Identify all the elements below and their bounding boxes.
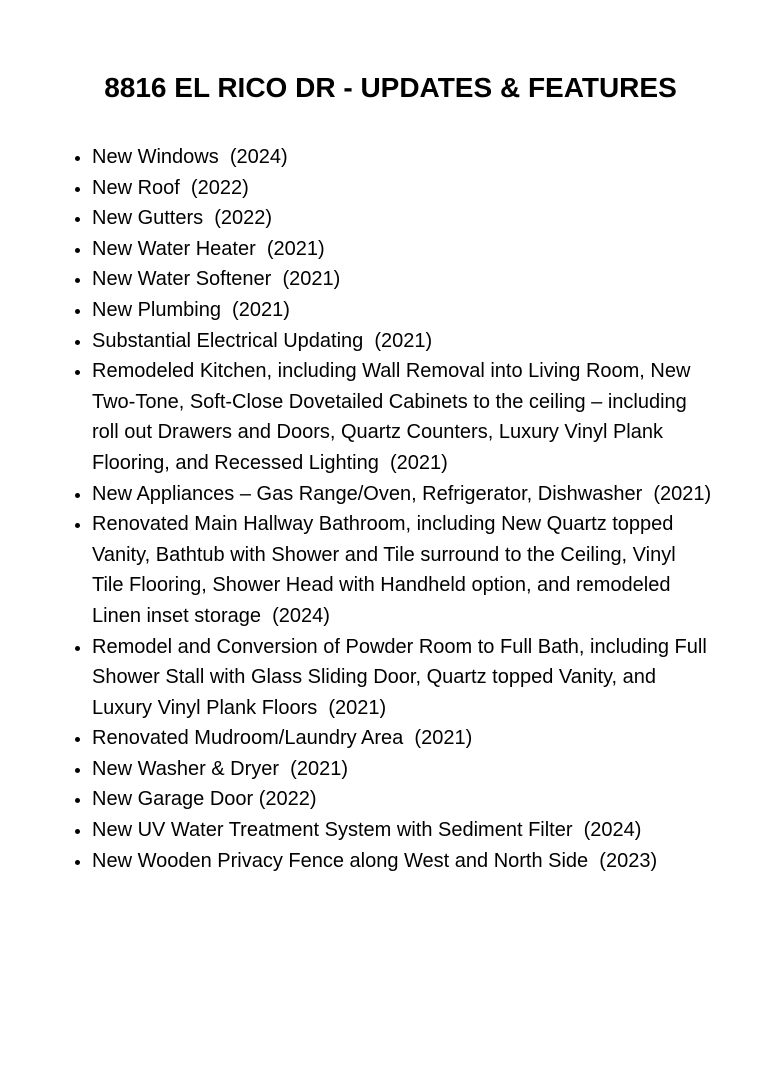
feature-item: • New Garage Door (2022) — [92, 784, 712, 815]
feature-item: • New Windows (2024) — [92, 142, 712, 173]
feature-item: • New Roof (2022) — [92, 173, 712, 204]
feature-item: • New Water Softener (2021) — [92, 264, 712, 295]
feature-item: • Remodeled Kitchen, including Wall Removal into Living Room, New Two-Tone, Soft-Close Dovetailed Cabinets to the ceiling – including roll out Drawers and Doors, Quartz Counters, Luxury Vinyl Plank Flooring, and Recessed Lighting (2021) — [92, 356, 712, 478]
document-title: 8816 EL RICO DR - UPDATES & FEATURES — [104, 72, 677, 103]
feature-item: • New Water Heater (2021) — [92, 234, 712, 265]
feature-item: • Remodel and Conversion of Powder Room to Full Bath, including Full Shower Stall with Glass Sliding Door, Quartz topped Vanity, and Luxury Vinyl Plank Floors (2021) — [92, 632, 712, 724]
features-list — [0, 142, 712, 876]
feature-item: • New UV Water Treatment System with Sediment Filter (2024) — [92, 815, 712, 846]
feature-item: • Renovated Main Hallway Bathroom, including New Quartz topped Vanity, Bathtub with Shower and Tile surround to the Ceiling, Vinyl Tile Flooring, Shower Head with Handheld option, and remodeled Linen inset storage (2024) — [92, 509, 712, 631]
feature-item: • New Wooden Privacy Fence along West and North Side (2023) — [92, 846, 712, 877]
feature-item: • New Washer & Dryer (2021) — [92, 754, 712, 785]
feature-item: • New Appliances – Gas Range/Oven, Refrigerator, Dishwasher (2021) — [92, 479, 712, 510]
feature-item: • Substantial Electrical Updating (2021) — [92, 326, 712, 357]
feature-item: • New Gutters (2022) — [92, 203, 712, 234]
feature-item: • New Plumbing (2021) — [92, 295, 712, 326]
feature-item: • Renovated Mudroom/Laundry Area (2021) — [92, 723, 712, 754]
document-page — [0, 72, 781, 1083]
